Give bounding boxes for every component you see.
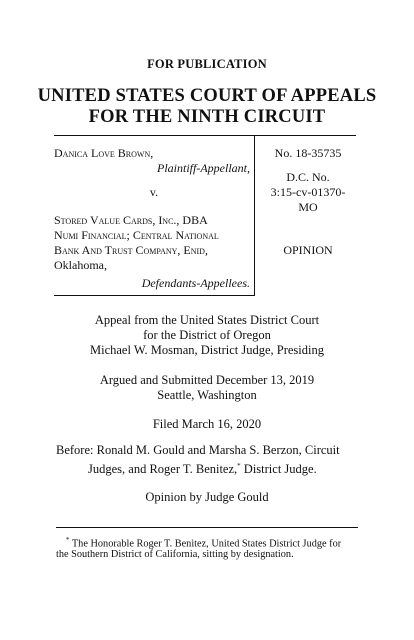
dc-number-line-2: MO	[298, 200, 318, 214]
defendants-line-3: Bank And Trust Company, Enid,	[54, 243, 208, 257]
caption-bottom-rule	[54, 295, 255, 296]
dc-number-line-1: 3:15-cv-01370-	[270, 185, 346, 199]
defendants-line-2: Numi Financial; Central National	[54, 228, 219, 242]
footnote-text-1: The Honorable Roger T. Benitez, United States District Judge for	[69, 538, 342, 550]
footnote-ref: *	[237, 462, 241, 470]
defendants-line-4: Oklahoma,	[54, 258, 107, 272]
argued-line-2: Seattle, Washington	[157, 388, 257, 402]
appeal-line-3: Michael W. Mosman, District Judge, Presiding	[89, 343, 324, 357]
panel-line-2-a: Judges, and Roger T. Benitez,	[88, 462, 238, 477]
panel-line-1: Before: Ronald M. Gould and Marsha S. Berzon, Circuit	[56, 443, 340, 457]
court-name-line2: FOR THE NINTH CIRCUIT	[88, 107, 326, 127]
argued-line-1: Argued and Submitted December 13, 2019	[99, 373, 315, 387]
panel-line-2-b: District Judge.	[240, 462, 317, 477]
versus: v.	[149, 185, 159, 199]
defendants-role: Defendants-Appellees.	[141, 276, 250, 290]
appeal-line-1: Appeal from the United States District Court	[94, 313, 320, 327]
footnote-rule	[56, 527, 358, 528]
caption-top-rule	[54, 135, 356, 136]
case-number: No. 18-35735	[274, 146, 342, 160]
panel-line-2	[88, 459, 317, 477]
footnote-line-2: the Southern District of California, sitting by designation.	[56, 549, 294, 560]
court-name-line1: UNITED STATES COURT OF APPEALS	[37, 86, 377, 106]
plaintiff-name: Danica Love Brown,	[54, 146, 154, 160]
appeal-line-2: for the District of Oregon	[143, 328, 271, 342]
opinion-label: OPINION	[283, 243, 333, 257]
filed-date: Filed March 16, 2020	[152, 417, 262, 431]
dc-number-label: D.C. No.	[286, 170, 330, 184]
publication-label: FOR PUBLICATION	[147, 57, 267, 71]
footnote-marker: *	[66, 536, 70, 544]
plaintiff-role: Plaintiff-Appellant,	[157, 161, 250, 175]
defendants-line-1: Stored Value Cards, Inc., DBA	[54, 213, 208, 227]
caption-divider	[254, 135, 255, 296]
opinion-author: Opinion by Judge Gould	[145, 490, 269, 504]
